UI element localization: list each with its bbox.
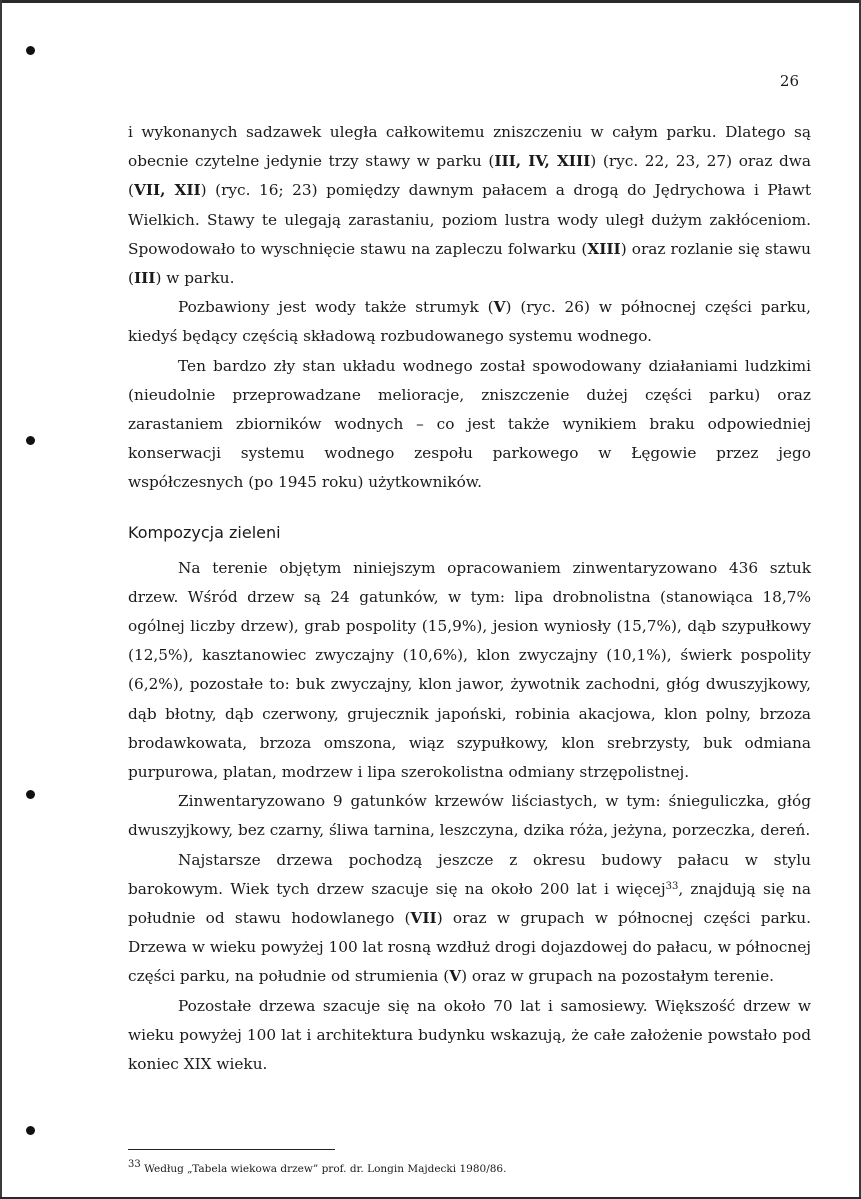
paragraph-tree-inventory: Na terenie objętym niniejszym opracowaniem zinwentaryzowano 436 sztuk drzew. Wśród drzew są 24 gatunków, w tym: lipa drobnolistna (stanowiąca 18,7% ogólnej liczby drzew), grab pospolity (15,9%), jesion wyniosły (15,7%), dąb szypułkowy (12,5%), kasztanowiec zwyczajny (10,6%), klon zwyczajny (10,1%), świerk pospolity (6,2%), pozostałe to: buk zwyczajny, klon jawor, żywotnik zachodni, głóg dwuszyjkowy, dąb błotny, dąb czerwony, grujecznik japoński, robinia akacjowa, klon polny, brzoza brodawkowata, brzoza omszona, wiąz szypułkowy, klon srebrzysty, buk odmiana purpurowa, platan, modrzew i lipa szerokolistna odmiany strzępolistnej. [128, 558, 811, 782]
pond-reference: III, IV, XIII [494, 152, 591, 171]
paragraph-remaining-trees: Pozostałe drzewa szacuje się na około 70 lat i samosiewy. Większość drzew w wieku powyżej 100 lat i architektura budynku wskazują, że całe założenie powstało pod koniec XIX wieku. [128, 996, 811, 1074]
paragraph-stream: Pozbawiony jest wody także strumyk (V) (ryc. 26) w północnej części parku, kiedyś będący częścią składową rozbudowanego systemu wodnego. [128, 298, 811, 346]
footnote [128, 1159, 507, 1175]
stream-reference: V [449, 967, 462, 986]
scan-border-left [0, 0, 2, 1199]
punch-hole-mark [26, 790, 35, 799]
pond-reference: XIII [587, 239, 621, 258]
paragraph-oldest-trees: Najstarsze drzewa pochodzą jeszcze z okresu budowy pałacu w stylu barokowym. Wiek tych drzew szacuje się na około 200 lat i więcej$^{33}$, znajdują się na południe od stawu hodowlanego (VII) oraz w grupach w północnej części parku. Drzewa w wieku powyżej 100 lat rosną wzdłuż drogi dojazdowej do pałacu, w północnej części parku, na południe od strumienia (V) oraz w grupach na pozostałym terenie. [128, 850, 811, 986]
pond-reference: VII, XII [133, 181, 201, 200]
punch-hole-mark [26, 1126, 35, 1135]
document-body [128, 118, 811, 1079]
footnote-divider [128, 1149, 335, 1150]
punch-hole-mark [26, 436, 35, 445]
footnote-reference: 33 [665, 880, 679, 892]
scan-border-top [0, 0, 861, 3]
punch-hole-mark [26, 46, 35, 55]
paragraph-water-condition: Ten bardzo zły stan układu wodnego został spowodowany działaniami ludzkimi (nieudolnie przeprowadzane melioracje, zniszczenie dużej części parku) oraz zarastaniem zbiorników wodnych – co jest także wynikiem braku odpowiedniej konserwacji systemu wodnego zespołu parkowego w Łęgowie przez jego współczesnych (po 1945 roku) użytkowników. [128, 356, 811, 492]
paragraph-shrub-inventory: Zinwentaryzowano 9 gatunków krzewów liściastych, w tym: śnieguliczka, głóg dwuszyjkowy, bez czarny, śliwa tarnina, leszczyna, dzika róża, jeżyna, porzeczka, dereń. [128, 792, 811, 840]
stream-reference: V [493, 298, 506, 317]
footnote-text: Według „Tabela wiekowa drzew” prof. dr. Longin Majdecki 1980/86. [140, 1163, 507, 1175]
footnote-number: 33 [128, 1159, 141, 1170]
section-heading: Kompozycja zieleni [128, 522, 281, 542]
pond-reference: III [133, 269, 156, 288]
pond-reference: VII [410, 909, 437, 928]
paragraph-water-ponds: i wykonanych sadzawek uległa całkowitemu zniszczeniu w całym parku. Dlatego są obecnie czytelne jedynie trzy stawy w parku (III, IV, XIII) (ryc. 22, 23, 27) oraz dwa (VII, XII) (ryc. 16; 23) pomiędzy dawnym pałacem a drogą do Jędrychowa i Pławt Wielkich. Stawy te ulegają zarastaniu, poziom lustra wody uległ dużym zakłóceniom. Spowodowało to wyschnięcie stawu na zapleczu folwarku (XIII) oraz rozlanie się stawu (III) w parku. [128, 123, 811, 288]
page-number: 26 [779, 72, 799, 90]
